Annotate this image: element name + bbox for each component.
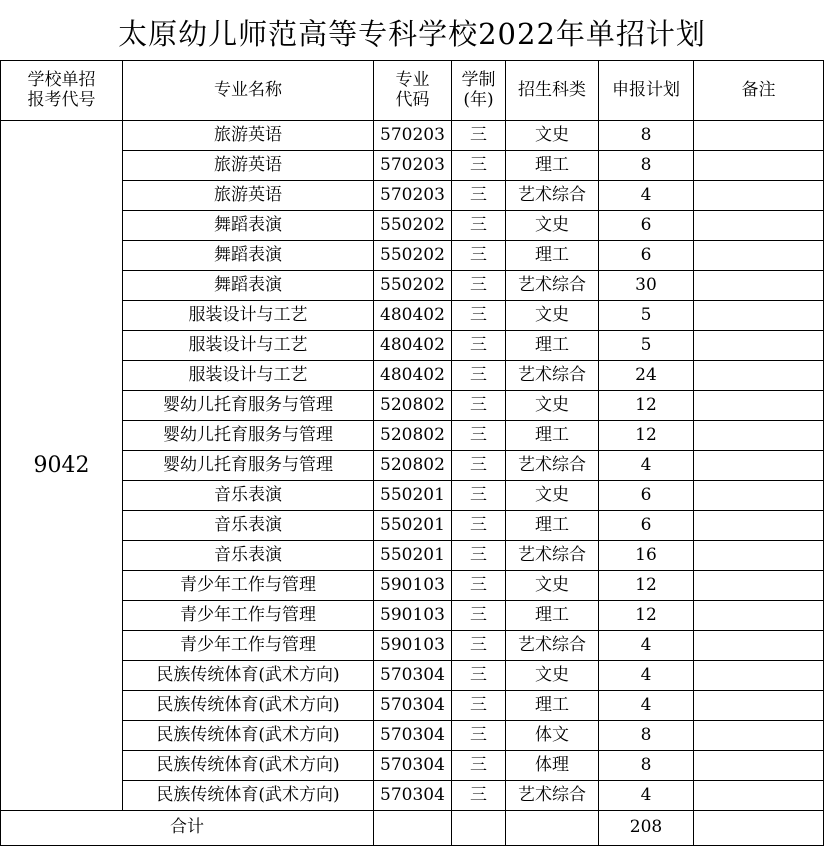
category-cell: 艺术综合 [506,271,599,301]
enrollment-plan-table [0,60,824,846]
duration-cell: 三 [452,751,506,781]
plan-cell: 12 [599,571,694,601]
table-row [1,211,824,241]
remark-cell [694,661,824,691]
major-name-cell: 服装设计与工艺 [123,361,374,391]
major-code-cell: 550202 [374,241,452,271]
category-cell: 文史 [506,661,599,691]
major-code-cell: 570304 [374,781,452,811]
major-name-cell: 音乐表演 [123,541,374,571]
duration-cell: 三 [452,661,506,691]
category-cell: 文史 [506,481,599,511]
table-row [1,721,824,751]
duration-cell: 三 [452,151,506,181]
plan-cell: 30 [599,271,694,301]
remark-cell [694,751,824,781]
category-cell: 理工 [506,691,599,721]
total-code-cell [374,811,452,846]
major-code-cell: 570304 [374,751,452,781]
major-code-cell: 550202 [374,271,452,301]
header-major-code-line1: 专业 [395,69,430,90]
table-row [1,271,824,301]
major-name-cell: 音乐表演 [123,481,374,511]
page-title: 太原幼儿师范高等专科学校2022年单招计划 [118,16,706,51]
plan-cell: 12 [599,421,694,451]
remark-cell [694,331,824,361]
plan-cell: 8 [599,751,694,781]
header-major-name: 专业名称 [123,61,374,121]
major-code-cell: 570304 [374,661,452,691]
table-row [1,781,824,811]
plan-cell: 12 [599,601,694,631]
remark-cell [694,181,824,211]
total-remark-cell [694,811,824,846]
remark-cell [694,301,824,331]
major-code-cell: 550201 [374,481,452,511]
plan-cell: 6 [599,211,694,241]
major-name-cell: 青少年工作与管理 [123,631,374,661]
table-row [1,751,824,781]
category-cell: 艺术综合 [506,181,599,211]
table-row [1,571,824,601]
category-cell: 文史 [506,301,599,331]
remark-cell [694,361,824,391]
major-name-cell: 旅游英语 [123,151,374,181]
category-cell: 艺术综合 [506,781,599,811]
table-row [1,451,824,481]
duration-cell: 三 [452,721,506,751]
remark-cell [694,721,824,751]
major-code-cell: 550201 [374,541,452,571]
remark-cell [694,541,824,571]
remark-cell [694,241,824,271]
remark-cell [694,271,824,301]
plan-cell: 6 [599,481,694,511]
remark-cell [694,121,824,151]
table-row [1,481,824,511]
total-label: 合计 [1,811,374,846]
header-major-code [374,61,452,121]
major-code-cell: 550202 [374,211,452,241]
table-footer [1,811,824,846]
table-row [1,241,824,271]
remark-cell [694,571,824,601]
major-name-cell: 民族传统体育(武术方向) [123,661,374,691]
category-cell: 理工 [506,511,599,541]
major-code-cell: 590103 [374,601,452,631]
category-cell: 艺术综合 [506,541,599,571]
major-name-cell: 民族传统体育(武术方向) [123,781,374,811]
table-row [1,661,824,691]
header-duration [452,61,506,121]
header-school-code-line1: 学校单招 [27,69,96,90]
header-remark: 备注 [694,61,824,121]
plan-cell: 4 [599,451,694,481]
major-code-cell: 520802 [374,421,452,451]
plan-cell: 4 [599,661,694,691]
category-cell: 文史 [506,121,599,151]
table-row [1,541,824,571]
major-name-cell: 婴幼儿托育服务与管理 [123,421,374,451]
major-name-cell: 音乐表演 [123,511,374,541]
table-row [1,391,824,421]
duration-cell: 三 [452,421,506,451]
remark-cell [694,421,824,451]
header-category: 招生科类 [506,61,599,121]
table-row [1,121,824,151]
major-code-cell: 480402 [374,301,452,331]
plan-cell: 4 [599,781,694,811]
remark-cell [694,151,824,181]
duration-cell: 三 [452,601,506,631]
total-plan: 208 [599,811,694,846]
category-cell: 理工 [506,151,599,181]
header-plan: 申报计划 [599,61,694,121]
major-code-cell: 570203 [374,121,452,151]
table-row [1,691,824,721]
remark-cell [694,211,824,241]
major-name-cell: 婴幼儿托育服务与管理 [123,451,374,481]
header-school-code-line2: 报考代号 [27,89,96,110]
header-duration-line1: 学制 [461,69,496,90]
table-row [1,511,824,541]
duration-cell: 三 [452,121,506,151]
major-code-cell: 480402 [374,331,452,361]
plan-cell: 6 [599,241,694,271]
total-years-cell [452,811,506,846]
plan-cell: 24 [599,361,694,391]
duration-cell: 三 [452,331,506,361]
major-code-cell: 570304 [374,691,452,721]
major-code-cell: 570304 [374,721,452,751]
table-row [1,151,824,181]
major-name-cell: 旅游英语 [123,121,374,151]
major-name-cell: 青少年工作与管理 [123,571,374,601]
duration-cell: 三 [452,241,506,271]
duration-cell: 三 [452,511,506,541]
major-name-cell: 民族传统体育(武术方向) [123,691,374,721]
header-duration-line2: (年) [463,89,494,110]
plan-cell: 5 [599,331,694,361]
duration-cell: 三 [452,631,506,661]
duration-cell: 三 [452,361,506,391]
table-row [1,601,824,631]
major-name-cell: 服装设计与工艺 [123,331,374,361]
category-cell: 艺术综合 [506,631,599,661]
major-name-cell: 舞蹈表演 [123,271,374,301]
duration-cell: 三 [452,781,506,811]
major-name-cell: 舞蹈表演 [123,241,374,271]
duration-cell: 三 [452,451,506,481]
total-row [1,811,824,846]
remark-cell [694,451,824,481]
category-cell: 文史 [506,211,599,241]
major-name-cell: 民族传统体育(武术方向) [123,721,374,751]
major-name-cell: 青少年工作与管理 [123,601,374,631]
remark-cell [694,481,824,511]
category-cell: 文史 [506,391,599,421]
major-name-cell: 舞蹈表演 [123,211,374,241]
major-code-cell: 590103 [374,631,452,661]
total-category-cell [506,811,599,846]
header-major-code-line2: 代码 [395,89,430,110]
category-cell: 艺术综合 [506,451,599,481]
plan-cell: 4 [599,181,694,211]
major-name-cell: 旅游英语 [123,181,374,211]
major-code-cell: 520802 [374,451,452,481]
category-cell: 体理 [506,751,599,781]
major-code-cell: 480402 [374,361,452,391]
plan-cell: 4 [599,631,694,661]
header-school-code [1,61,123,121]
table-row [1,631,824,661]
major-name-cell: 民族传统体育(武术方向) [123,751,374,781]
duration-cell: 三 [452,691,506,721]
duration-cell: 三 [452,571,506,601]
table-row [1,361,824,391]
remark-cell [694,391,824,421]
duration-cell: 三 [452,481,506,511]
duration-cell: 三 [452,211,506,241]
major-name-cell: 服装设计与工艺 [123,301,374,331]
plan-cell: 5 [599,301,694,331]
category-cell: 文史 [506,571,599,601]
category-cell: 理工 [506,241,599,271]
duration-cell: 三 [452,391,506,421]
plan-cell: 4 [599,691,694,721]
plan-cell: 8 [599,151,694,181]
table-row [1,181,824,211]
remark-cell [694,781,824,811]
remark-cell [694,601,824,631]
plan-cell: 12 [599,391,694,421]
remark-cell [694,631,824,661]
school-code-cell: 9042 [1,121,123,811]
plan-cell: 8 [599,721,694,751]
remark-cell [694,511,824,541]
table-body [1,121,824,811]
plan-cell: 16 [599,541,694,571]
major-code-cell: 570203 [374,151,452,181]
duration-cell: 三 [452,541,506,571]
duration-cell: 三 [452,301,506,331]
remark-cell [694,691,824,721]
category-cell: 理工 [506,331,599,361]
table-row [1,331,824,361]
category-cell: 理工 [506,421,599,451]
table-row [1,421,824,451]
major-code-cell: 520802 [374,391,452,421]
plan-cell: 6 [599,511,694,541]
category-cell: 体文 [506,721,599,751]
category-cell: 理工 [506,601,599,631]
major-name-cell: 婴幼儿托育服务与管理 [123,391,374,421]
table-header [1,61,824,121]
plan-cell: 8 [599,121,694,151]
duration-cell: 三 [452,271,506,301]
table-row [1,301,824,331]
duration-cell: 三 [452,181,506,211]
category-cell: 艺术综合 [506,361,599,391]
major-code-cell: 550201 [374,511,452,541]
major-code-cell: 590103 [374,571,452,601]
major-code-cell: 570203 [374,181,452,211]
